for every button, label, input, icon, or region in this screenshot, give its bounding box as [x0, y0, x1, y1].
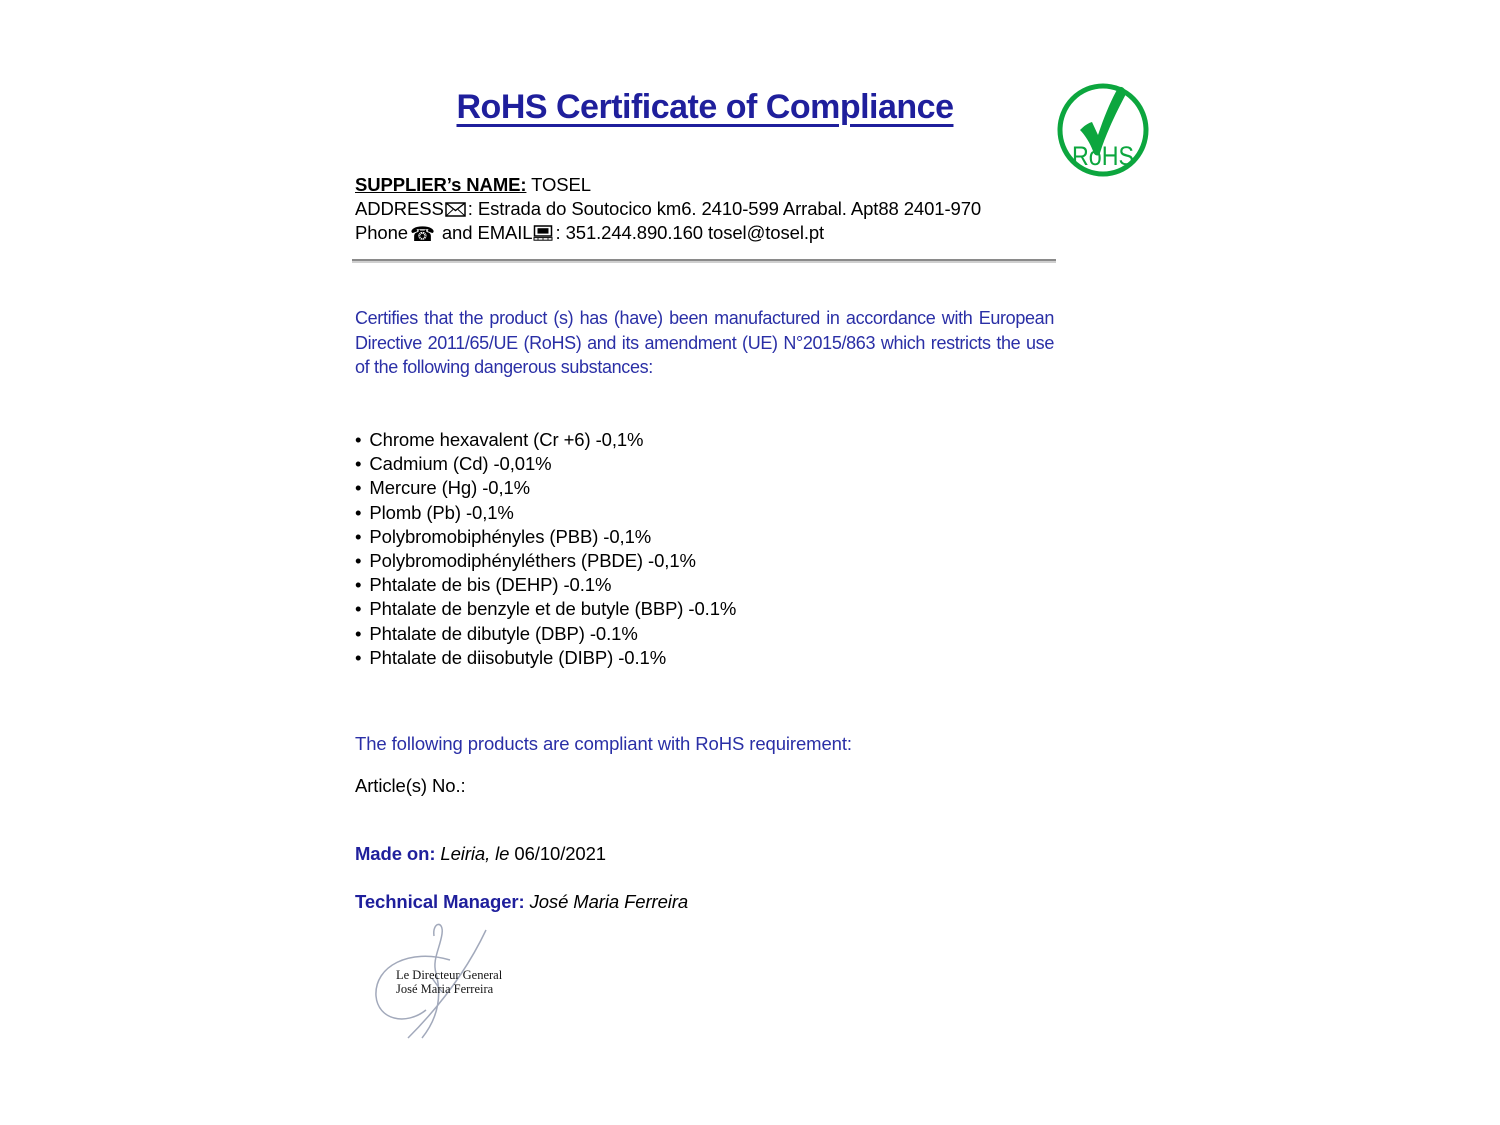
- phone-label: Phone: [355, 222, 408, 243]
- horizontal-rule: [352, 259, 1056, 263]
- computer-icon: [533, 225, 553, 241]
- substance-item: • Phtalate de dibutyle (DBP) -0.1%: [355, 622, 736, 646]
- address-value: : Estrada do Soutocico km6. 2410-599 Arrabal. Apt88 2401-970: [467, 198, 982, 219]
- substances-list: [355, 428, 736, 670]
- supplier-name-value: TOSEL: [526, 174, 591, 195]
- substance-item: • Phtalate de benzyle et de butyle (BBP) -0.1%: [355, 597, 736, 621]
- supplier-contact-line: [355, 221, 981, 245]
- header: [355, 88, 1055, 127]
- contact-value: : 351.244.890.160 tosel@tosel.pt: [555, 222, 825, 243]
- substance-item: • Plomb (Pb) -0,1%: [355, 501, 736, 525]
- signature-caption-line1: Le Directeur General: [396, 968, 503, 982]
- article-number-line: Article(s) No.:: [355, 775, 466, 796]
- telephone-icon: ☎: [410, 222, 435, 246]
- supplier-name-line: [355, 173, 981, 197]
- substance-item: • Mercure (Hg) -0,1%: [355, 476, 736, 500]
- signature-caption: [396, 968, 502, 996]
- signature-caption-line2: José Maria Ferreira: [396, 982, 494, 996]
- supplier-address-line: [355, 197, 981, 221]
- made-on-label: Made on:: [355, 843, 436, 864]
- page-title: RoHS Certificate of Compliance: [456, 88, 954, 126]
- substance-item: • Cadmium (Cd) -0,01%: [355, 452, 736, 476]
- certification-statement: Certifies that the product (s) has (have) been manufactured in accordance with European Directive 2011/65/UE (RoHS) and its amendment (UE) N°2015/863 which restricts the use of the following dangerous substances:: [355, 308, 1054, 377]
- made-on-place: Leiria, le: [435, 843, 515, 864]
- address-label: ADDRESS: [355, 198, 444, 219]
- compliance-statement: The following products are compliant with RoHS requirement:: [355, 733, 852, 754]
- substance-item: • Polybromodiphényléthers (PBDE) -0,1%: [355, 549, 736, 573]
- substance-item: • Polybromobiphényles (PBB) -0,1%: [355, 525, 736, 549]
- rohs-logo: [1056, 83, 1150, 183]
- email-label: and EMAIL: [436, 222, 533, 243]
- technical-manager-line: [355, 891, 688, 913]
- supplier-name-label: SUPPLIER’s NAME:: [355, 174, 527, 195]
- rohs-logo-label: RoHS: [1072, 141, 1134, 171]
- substance-item: • Chrome hexavalent (Cr +6) -0,1%: [355, 428, 736, 452]
- technical-manager-value: José Maria Ferreira: [524, 891, 689, 912]
- substance-item: • Phtalate de diisobutyle (DIBP) -0.1%: [355, 646, 736, 670]
- envelope-icon: [445, 202, 466, 217]
- substance-item: • Phtalate de bis (DEHP) -0.1%: [355, 573, 736, 597]
- signature-block: [350, 916, 570, 1066]
- technical-manager-label: Technical Manager:: [355, 891, 525, 912]
- made-on-line: [355, 843, 606, 865]
- supplier-block: [355, 173, 981, 245]
- made-on-date: 06/10/2021: [514, 843, 606, 864]
